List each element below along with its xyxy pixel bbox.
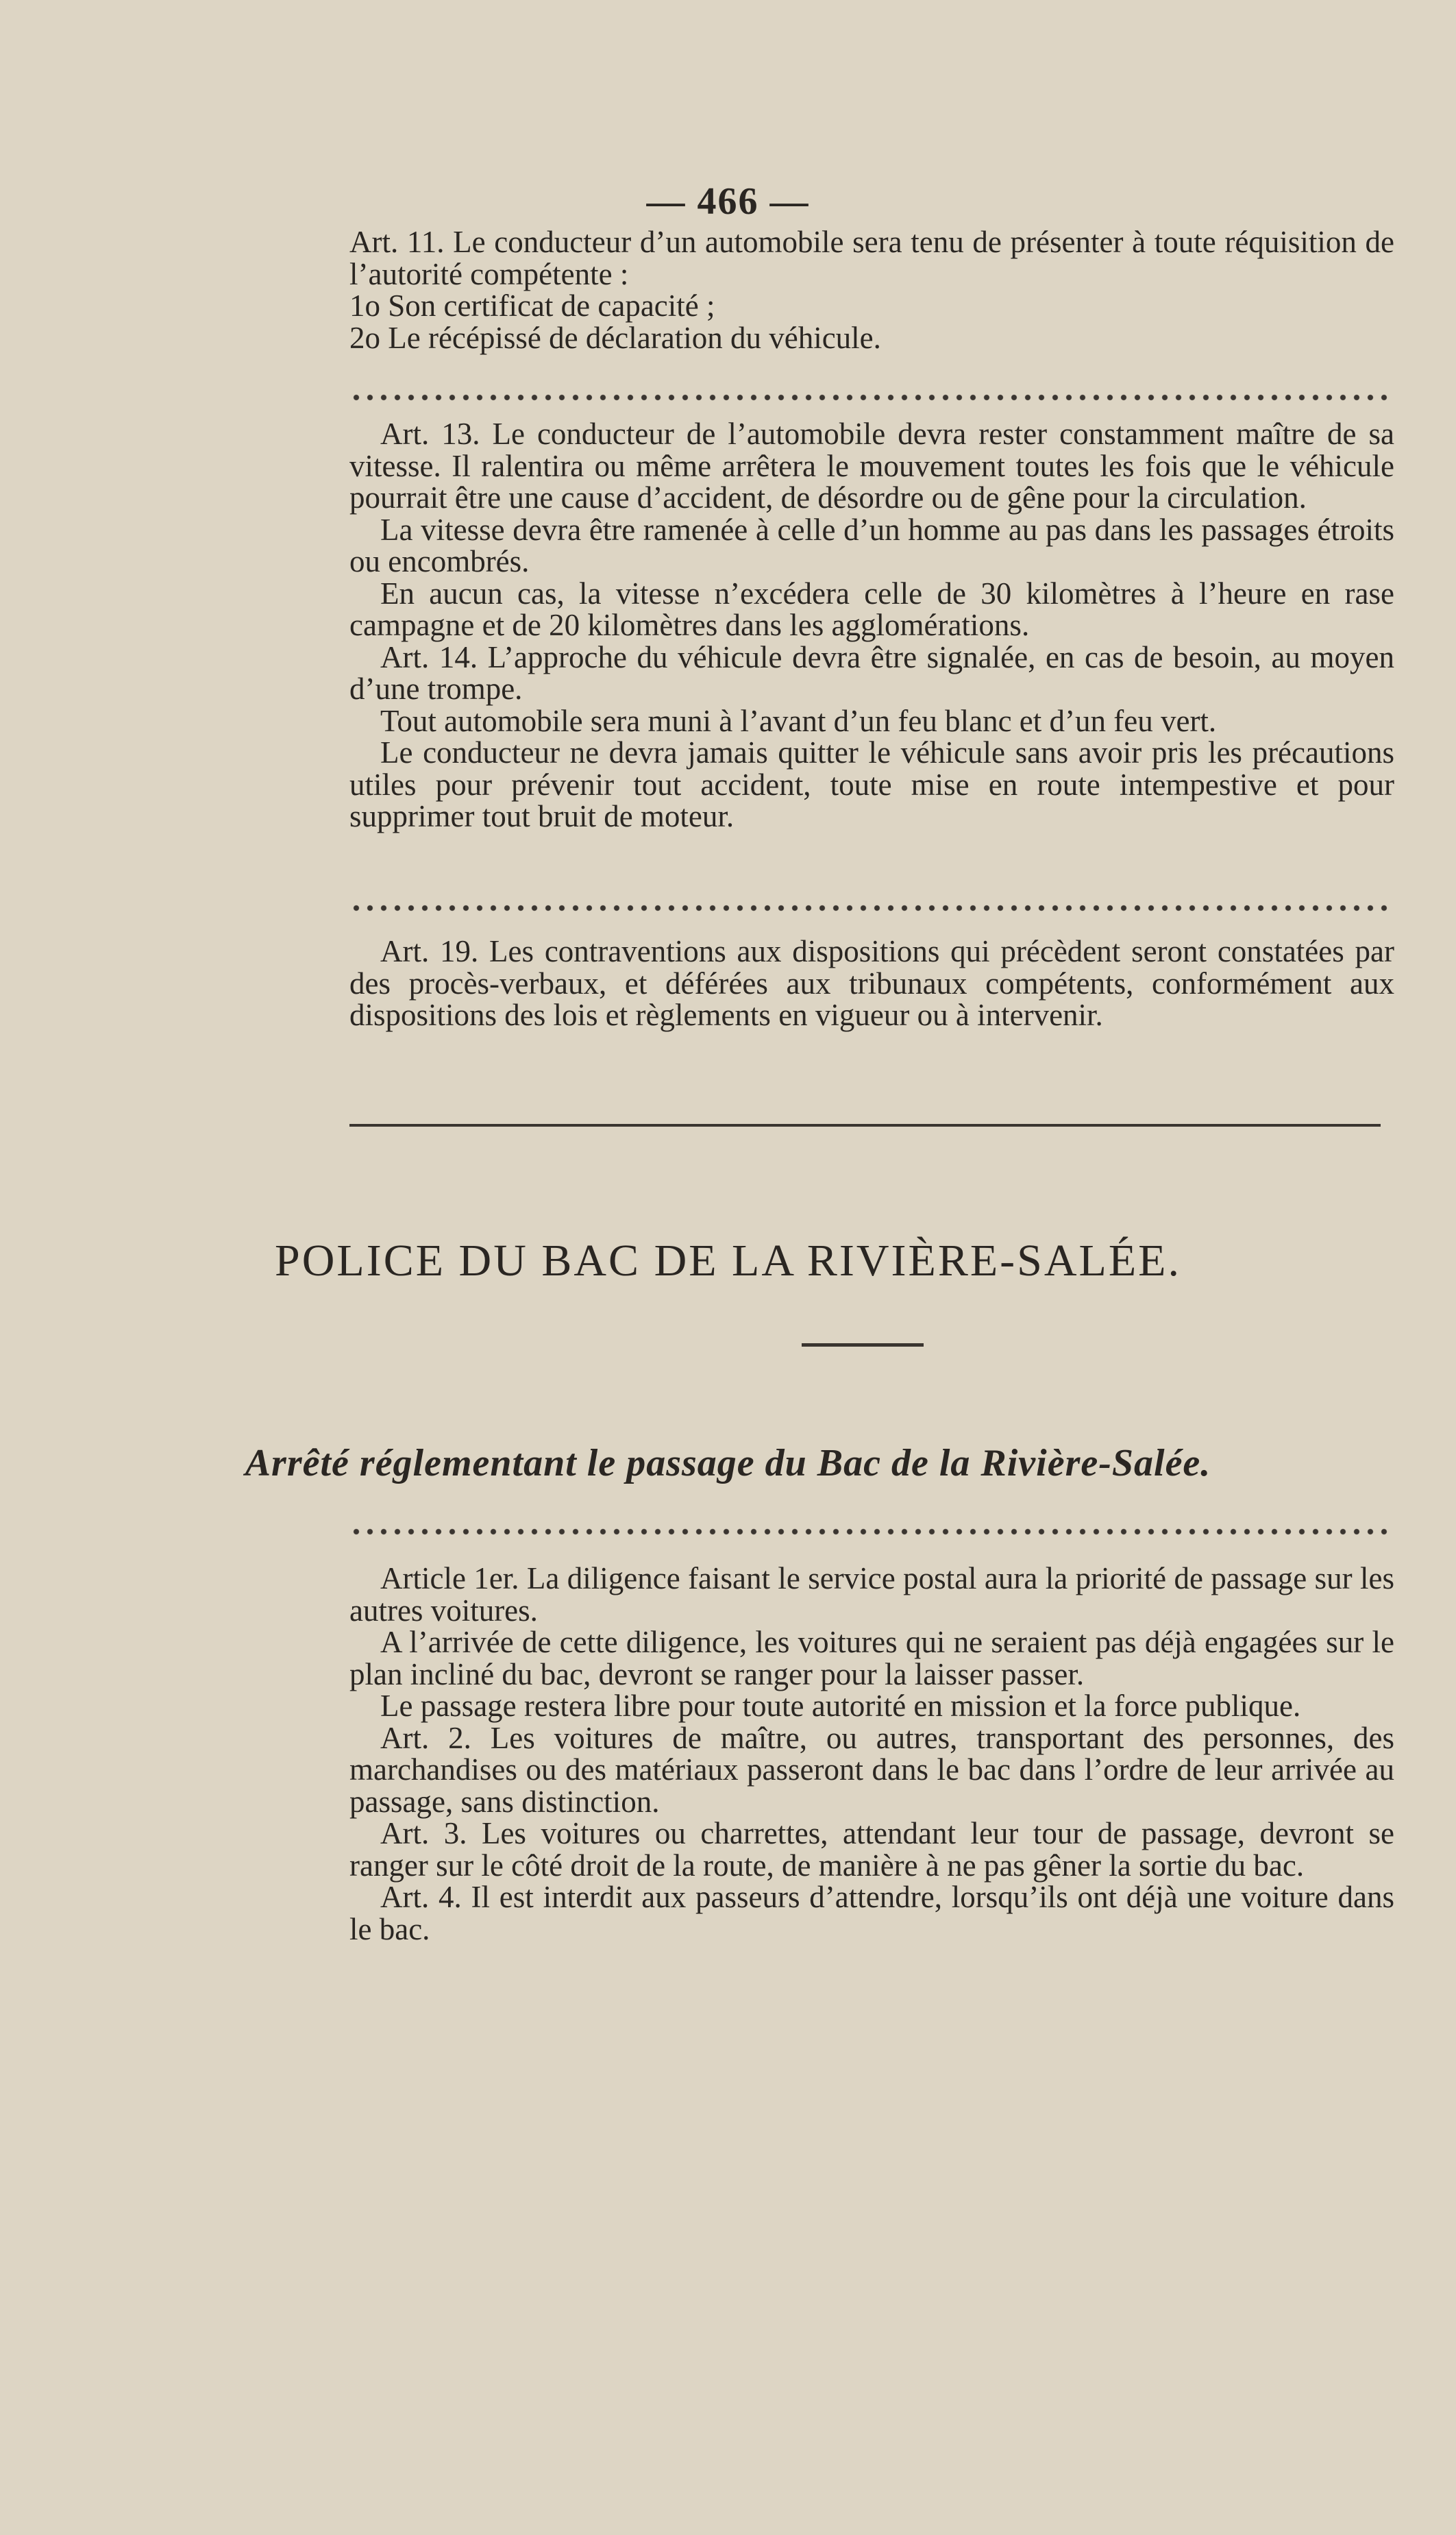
dotted-separator: [349, 1525, 1391, 1539]
section-subheading: Arrêté réglementant le passage du Bac de la Rivière-Salée.: [245, 1442, 1211, 1484]
paragraph: Le passage restera libre pour toute autorité en mission et la force publique.: [380, 1689, 1301, 1723]
paragraph: Art. 4. Il est interdit aux passeurs d’attendre, lorsqu’ils ont déjà une voiture dans le bac.: [349, 1880, 1394, 1946]
section-art-13-14: [349, 418, 1394, 833]
section-art-19: [349, 935, 1394, 1031]
paragraph: Art. 3. Les voitures ou charrettes, attendant leur tour de passage, devront se ranger sur le côté droit de la route, de manière à ne pas gêner la sortie du bac.: [349, 1816, 1394, 1883]
section-bac-articles: [349, 1563, 1394, 1945]
section-heading: POLICE DU BAC DE LA RIVIÈRE-SALÉE.: [275, 1236, 1181, 1286]
paragraph: Le conducteur ne devra jamais quitter le véhicule sans avoir pris les précautions utiles pour prévenir tout accident, toute mise en route intempestive et pour supprimer tout bruit de moteur.: [349, 735, 1394, 833]
paragraph: En aucun cas, la vitesse n’excédera celle de 30 kilomètres à l’heure en rase campagne et de 20 kilomètres dans les agglomérations.: [349, 576, 1394, 642]
paragraph: Art. 13. Le conducteur de l’automobile devra rester constamment maître de sa vitesse. Il ralentira ou même arrêtera le mouvement toutes les fois que le véhicule pourrait être une cause d’accident, de désordre ou de gêne pour la circulation.: [349, 417, 1394, 515]
paragraph: 1o Son certificat de capacité ;: [349, 289, 715, 323]
paragraph: Art. 2. Les voitures de maître, ou autres, transportant des personnes, des marchandises ou des matériaux passeront dans le bac dans l’ordre de leur arrivée au passage, sans distinction.: [349, 1720, 1394, 1819]
paragraph: Art. 19. Les contraventions aux dispositions qui précèdent seront constatées par des procès-verbaux, et déférées aux tribunaux compétents, conformément aux dispositions des lois et règlements en vigueur ou à intervenir.: [349, 934, 1394, 1032]
paragraph: La vitesse devra être ramenée à celle d’un homme au pas dans les passages étroits ou encombrés.: [349, 512, 1394, 578]
horizontal-rule: [349, 1124, 1381, 1127]
paragraph: 2o Le récépissé de déclaration du véhicule.: [349, 320, 881, 355]
paragraph: Art. 14. L’approche du véhicule devra être signalée, en cas de besoin, au moyen d’une trompe.: [349, 639, 1394, 706]
short-rule: [802, 1343, 924, 1347]
page-number: — 466 —: [646, 180, 810, 223]
dotted-separator: [349, 901, 1391, 915]
section-art-11: [349, 226, 1394, 354]
paragraph: A l’arrivée de cette diligence, les voitures qui ne seraient pas déjà engagées sur le plan incliné du bac, devront se ranger pour la laisser passer.: [349, 1625, 1394, 1691]
paragraph: Art. 11. Le conducteur d’un automobile sera tenu de présenter à toute réquisition de l’autorité compétente :: [349, 225, 1394, 291]
paragraph: Tout automobile sera muni à l’avant d’un feu blanc et d’un feu vert.: [380, 703, 1217, 738]
paragraph: Article 1er. La diligence faisant le service postal aura la priorité de passage sur les autres voitures.: [349, 1561, 1394, 1628]
dotted-separator: [349, 391, 1391, 404]
